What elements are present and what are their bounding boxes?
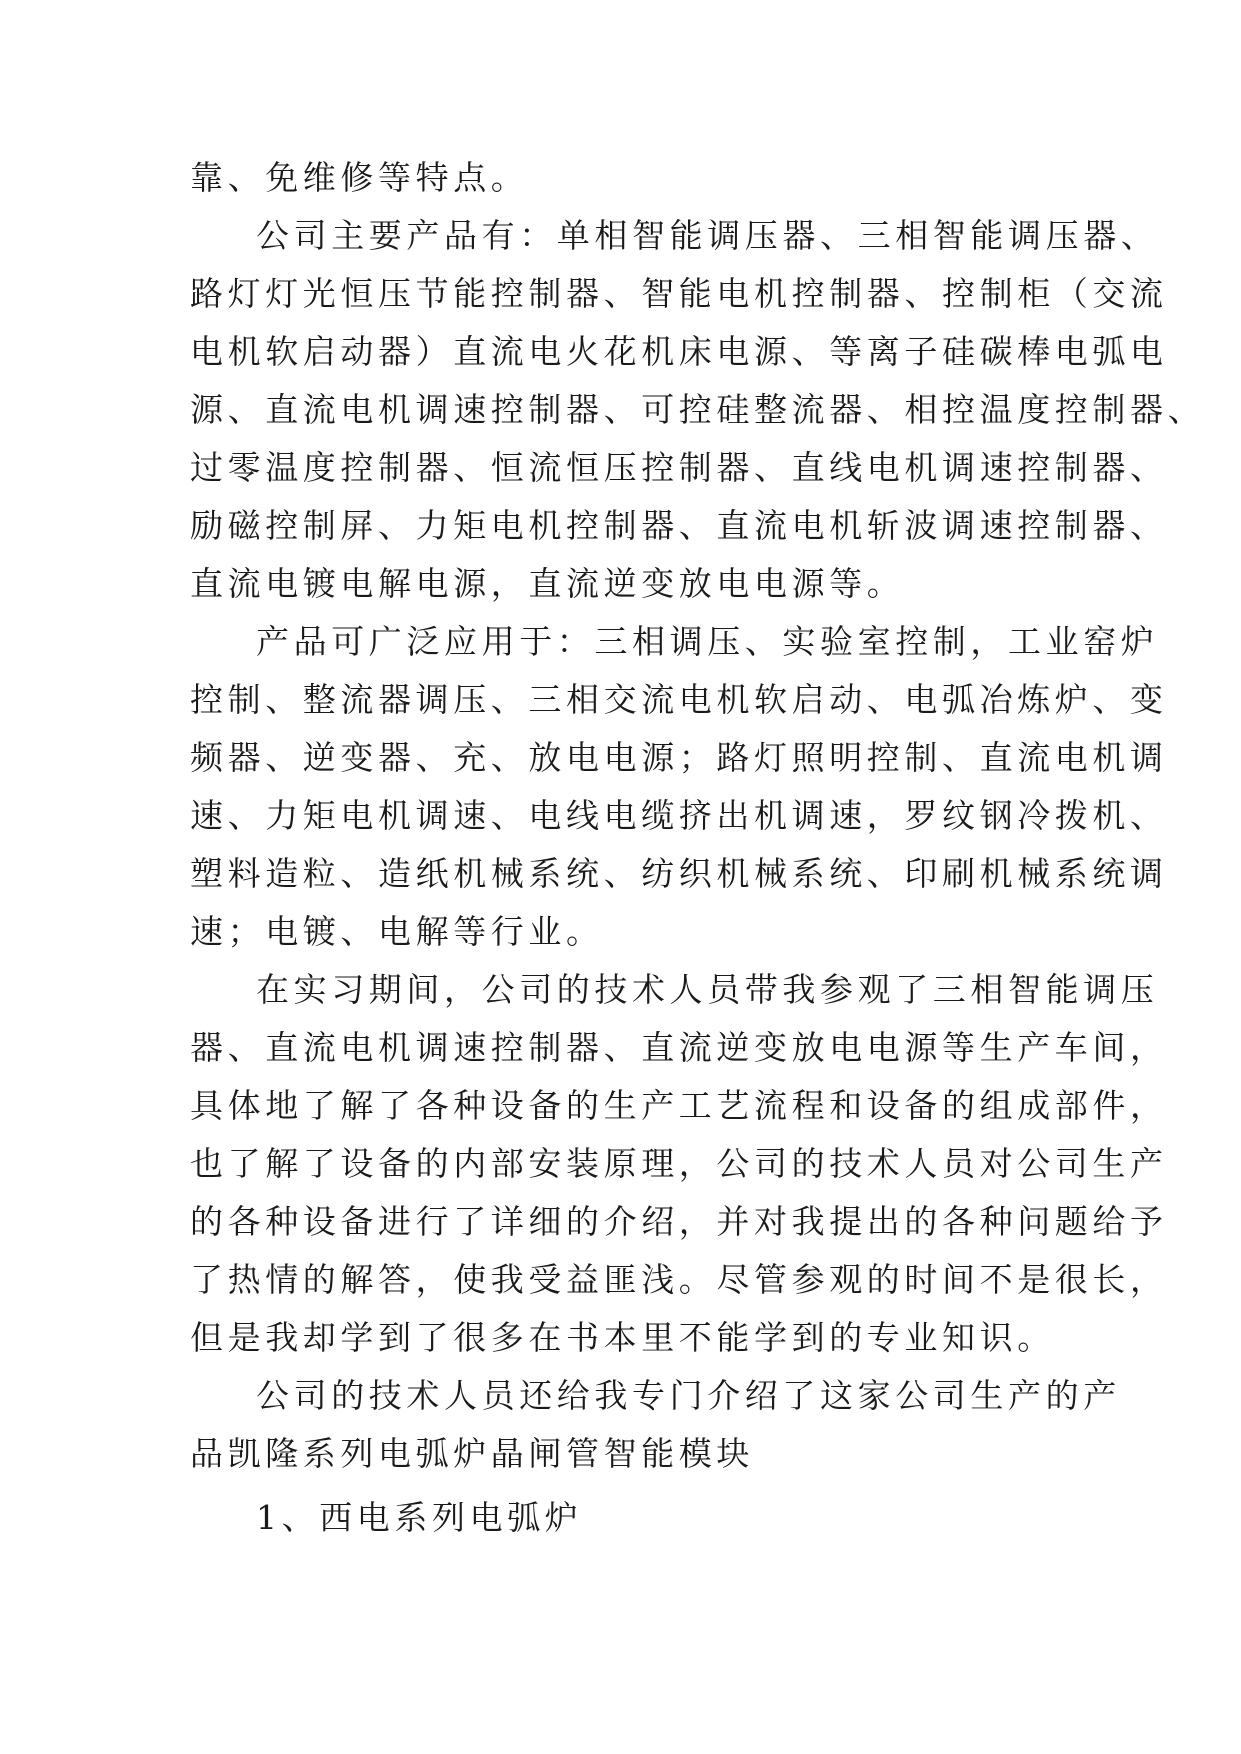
- text-line: 但是我却学到了很多在书本里不能学到的专业知识。: [190, 1318, 1055, 1357]
- paragraph-start-line: 在实习期间，公司的技术人员带我参观了三相智能调压: [256, 970, 1159, 1009]
- text-line: 过零温度控制器、恒流恒压控制器、直线电机调速控制器、: [190, 448, 1168, 487]
- text-line: 电机软启动器）直流电火花机床电源、等离子硅碳棒电弧电: [190, 332, 1168, 371]
- text-line: 器、直流电机调速控制器、直流逆变放电电源等生产车间，: [190, 1028, 1168, 1067]
- paragraph-start-line: 产品可广泛应用于：三相调压、实验室控制，工业窑炉: [256, 622, 1159, 661]
- text-line: 控制、整流器调压、三相交流电机软启动、电弧冶炼炉、变: [190, 680, 1168, 719]
- text-line: 的各种设备进行了详细的介绍，并对我提出的各种问题给予: [190, 1202, 1168, 1241]
- text-line: 塑料造粒、造纸机械系统、纺织机械系统、印刷机械系统调: [190, 854, 1168, 893]
- text-line: 了热情的解答，使我受益匪浅。尽管参观的时间不是很长，: [190, 1260, 1168, 1299]
- text-line: 路灯灯光恒压节能控制器、智能电机控制器、控制柜（交流: [190, 274, 1168, 313]
- list-item-heading: 1、西电系列电弧炉: [256, 1498, 583, 1537]
- text-line: 励磁控制屏、力矩电机控制器、直流电机斩波调速控制器、: [190, 506, 1168, 545]
- text-line: 也了解了设备的内部安装原理，公司的技术人员对公司生产: [190, 1144, 1168, 1183]
- text-line: 靠、免维修等特点。: [190, 158, 529, 197]
- text-line: 源、直流电机调速控制器、可控硅整流器、相控温度控制器、: [190, 390, 1206, 429]
- text-line: 频器、逆变器、充、放电电源；路灯照明控制、直流电机调: [190, 738, 1168, 777]
- text-line: 速；电镀、电解等行业。: [190, 912, 604, 951]
- text-line: 具体地了解了各种设备的生产工艺流程和设备的组成部件，: [190, 1086, 1168, 1125]
- text-line: 速、力矩电机调速、电线电缆挤出机调速，罗纹钢冷拨机、: [190, 796, 1168, 835]
- paragraph-start-line: 公司主要产品有：单相智能调压器、三相智能调压器、: [256, 216, 1159, 255]
- text-line: 直流电镀电解电源，直流逆变放电电源等。: [190, 564, 905, 603]
- paragraph-start-line: 公司的技术人员还给我专门介绍了这家公司生产的产: [256, 1376, 1121, 1415]
- text-line: 品凯隆系列电弧炉晶闸管智能模块: [190, 1434, 754, 1473]
